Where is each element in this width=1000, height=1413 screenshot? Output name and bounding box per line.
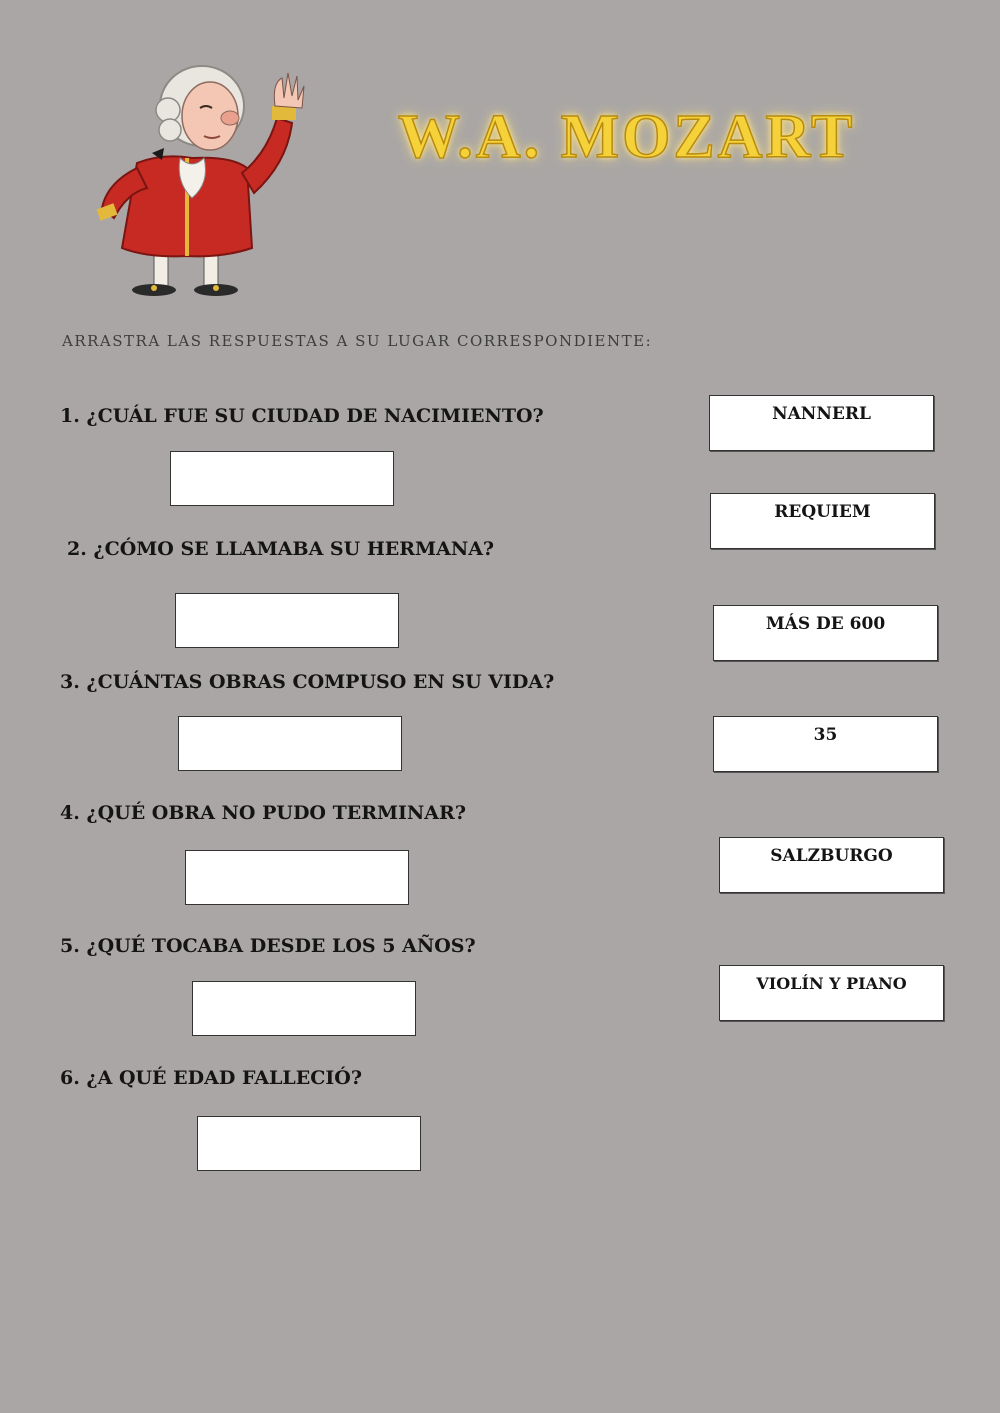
drop-box-3[interactable]	[178, 716, 402, 771]
question-3: 3. ¿CUÁNTAS OBRAS COMPUSO EN SU VIDA?	[60, 671, 555, 693]
answer-violin-y-piano[interactable]: VIOLÍN Y PIANO	[719, 965, 944, 1021]
drop-box-5[interactable]	[192, 981, 416, 1036]
question-1: 1. ¿CUÁL FUE SU CIUDAD DE NACIMIENTO?	[60, 405, 544, 427]
answer-salzburgo[interactable]: SALZBURGO	[719, 837, 944, 893]
drop-box-2[interactable]	[175, 593, 399, 648]
drop-box-1[interactable]	[170, 451, 394, 506]
answer-35[interactable]: 35	[713, 716, 938, 772]
drop-box-6[interactable]	[197, 1116, 421, 1171]
answer-requiem[interactable]: REQUIEM	[710, 493, 935, 549]
mozart-illustration	[92, 58, 322, 303]
question-2: 2. ¿CÓMO SE LLAMABA SU HERMANA?	[67, 538, 495, 560]
instructions-text: ARRASTRA LAS RESPUESTAS A SU LUGAR CORRESPONDIENTE:	[62, 332, 653, 350]
page-title: W.A. MOZART	[398, 103, 856, 171]
question-4: 4. ¿QUÉ OBRA NO PUDO TERMINAR?	[60, 802, 466, 824]
drop-box-4[interactable]	[185, 850, 409, 905]
answer-nannerl[interactable]: NANNERL	[709, 395, 934, 451]
question-6: 6. ¿A QUÉ EDAD FALLECIÓ?	[60, 1067, 362, 1089]
answer-mas-de-600[interactable]: MÁS DE 600	[713, 605, 938, 661]
question-5: 5. ¿QUÉ TOCABA DESDE LOS 5 AÑOS?	[60, 935, 476, 957]
